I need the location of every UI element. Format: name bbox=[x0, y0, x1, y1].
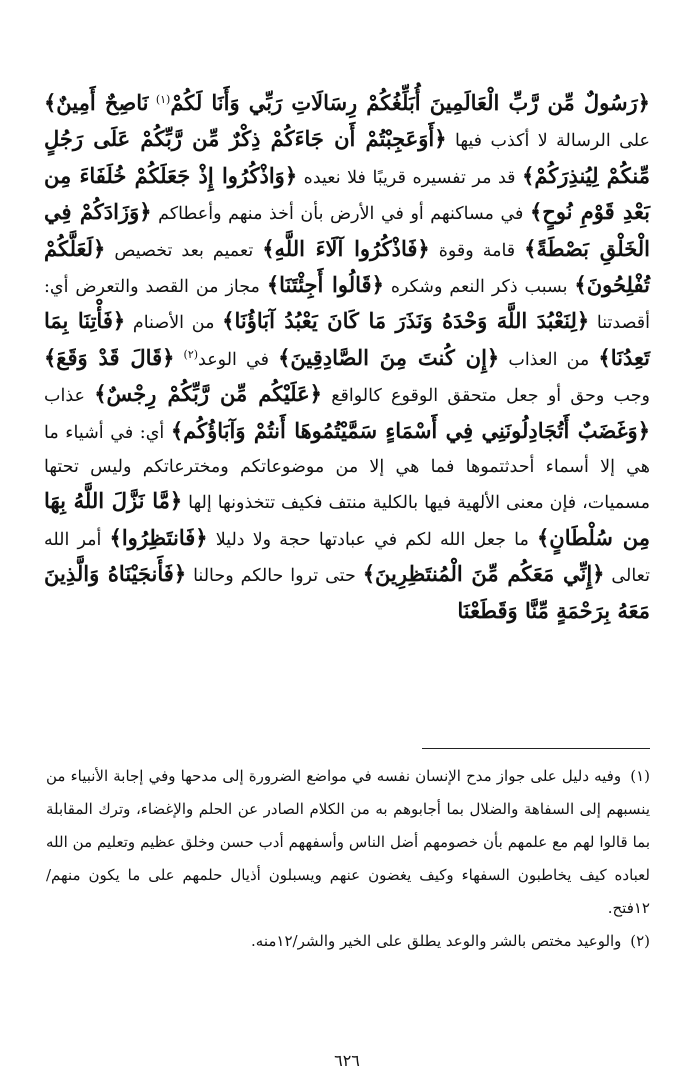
quran-verse: نَاصِحٌ أَمِينٌ﴾ bbox=[44, 90, 149, 115]
quran-verse: ﴿مَّا نَزَّلَ اللَّهُ بِهَا مِن سُلْطَانٍ﴾ bbox=[44, 488, 650, 550]
quran-verse: ﴿وَغَضَبٌ أَتُجَادِلُونَنِي فِي أَسْمَاءٍ سَمَّيْتُمُوهَا أَنتُمْ وَآبَاؤُكُم﴾ bbox=[170, 417, 650, 443]
footnote-divider bbox=[422, 748, 650, 749]
commentary-text: ما جعل الله لكم في عبادتها حجة ولا دليلا bbox=[215, 529, 529, 550]
quran-verse: ﴿فَاذْكُرُوا آلَاءَ اللَّهِ﴾ bbox=[262, 235, 430, 261]
main-text bbox=[44, 86, 650, 630]
commentary-text: في مساكنهم أو في الأرض بأن أخذ منهم وأعطاكم bbox=[158, 204, 524, 225]
quran-verse: ﴿قَالَ قَدْ وَقَعَ﴾ bbox=[44, 344, 175, 370]
commentary-text: تعميم بعد تخصيص bbox=[114, 240, 254, 261]
commentary-text: وجب وحق أو جعل متحقق الوقوع كالواقع bbox=[331, 386, 650, 407]
quran-verse: ﴿أَوَعَجِبْتُمْ أَن جَاءَكُمْ ذِكْرٌ مِّن رَّبِّكُمْ عَلَى رَجُلٍ مِّنكُمْ لِيُنذِرَكُمْ﴾ bbox=[44, 126, 650, 188]
commentary-text: أي: في أشياء ما هي إلا أسماء أحدثتموها فما هي إلا من موضوعاتكم ومخترعاتكم وليس تحتها مسميات، فإن معنى الألهية فيها بالكلية منتف فكيف تتخذونها إلها bbox=[44, 422, 650, 514]
footnote-ref-1[interactable]: (١) bbox=[155, 93, 171, 107]
quran-verse: ﴿عَلَيْكُم مِّن رَّبِّكُمْ رِجْسٌ﴾ bbox=[94, 381, 322, 407]
quran-verse: ﴿رَسُولٌ مِّن رَّبِّ الْعَالَمِينَ أُبَلِّغُكُمْ رِسَالَاتِ رَبِّي وَأَنَا لَكُمْ bbox=[170, 90, 650, 115]
page-content bbox=[44, 86, 650, 630]
commentary-text: قامة وقوة bbox=[438, 240, 516, 261]
footnote-2 bbox=[46, 925, 650, 958]
footnotes bbox=[46, 760, 650, 958]
quran-verse: ﴿وَزَادَكُمْ فِي الْخَلْقِ بَصْطَةً﴾ bbox=[44, 199, 650, 261]
footnote-number: (١) bbox=[630, 767, 650, 785]
quran-verse: ﴿فَانتَظِرُوا﴾ bbox=[109, 524, 208, 550]
commentary-text: من الأصنام bbox=[132, 313, 215, 334]
quran-verse: ﴿فَأَنجَيْنَاهُ وَالَّذِينَ مَعَهُ بِرَحْمَةٍ مِّنَّا وَقَطَعْنَا bbox=[44, 561, 650, 623]
quran-verse: ﴿لِنَعْبُدَ اللَّهَ وَحْدَهُ وَنَذَرَ مَا كَانَ يَعْبُدُ آبَاؤُنَا﴾ bbox=[222, 308, 590, 334]
footnote-1 bbox=[46, 760, 650, 925]
footnote-text: والوعيد مختص بالشر والوعد يطلق على الخير والشر/١٢منه. bbox=[251, 932, 622, 950]
commentary-text: بسبب ذكر النعم وشكره bbox=[390, 277, 568, 298]
quran-verse: ﴿إِنِّي مَعَكُم مِّنَ الْمُنتَظِرِينَ﴾ bbox=[362, 561, 605, 587]
page-number: ٦٢٦ bbox=[334, 1051, 360, 1070]
commentary-text: عذاب bbox=[44, 386, 85, 407]
footnote-ref-2[interactable]: (٢) bbox=[183, 348, 199, 362]
quran-verse: ﴿وَاذْكُرُوا إِذْ جَعَلَكُمْ خُلَفَاءَ مِن بَعْدِ قَوْمِ نُوحٍ﴾ bbox=[44, 162, 650, 225]
commentary-text: من العذاب bbox=[508, 349, 590, 370]
footnote-number: (٢) bbox=[630, 932, 650, 950]
quran-verse: ﴿فَأْتِنَا بِمَا تَعِدُنَا﴾ bbox=[44, 308, 650, 370]
commentary-text: أمر الله تعالى bbox=[44, 529, 650, 587]
quran-verse: ﴿قَالُوا أَجِئْتَنَا﴾ bbox=[266, 272, 384, 298]
commentary-text: حتى تروا حالكم وحالنا bbox=[193, 566, 356, 587]
commentary-text: قد مر تفسيره قريبًا فلا نعيده bbox=[303, 167, 516, 188]
commentary-text: على الرسالة لا أكذب فيها bbox=[454, 131, 650, 152]
quran-verse: ﴿لَعَلَّكُمْ تُفْلِحُونَ﴾ bbox=[44, 235, 650, 298]
commentary-text: في الوعد bbox=[198, 349, 269, 370]
commentary-text: مجاز من القصد والتعرض أي: أقصدتنا bbox=[44, 277, 650, 334]
quran-verse: ﴿إِن كُنتَ مِنَ الصَّادِقِينَ﴾ bbox=[278, 344, 500, 370]
footnote-text: وفيه دليل على جواز مدح الإنسان نفسه في مواضع الضرورة إلى مدحها وفي إجابة الأنبياء من ينسبهم إلى السفاهة والضلال بما أجابوهم به من الكلام الصادر عن الحلم والإغضاء، وترك المقابلة بما قالوا لهم مع علمهم بأن خصومهم أضل الناس وأسفههم أدب حسن وخلق عظيم وتعليم من الله لعباده كيف يخاطبون السفهاء وكيف يغضون عنهم ويسبلون أذيال حلمهم على ما يكون منهم/١٢فتح. bbox=[46, 767, 650, 917]
